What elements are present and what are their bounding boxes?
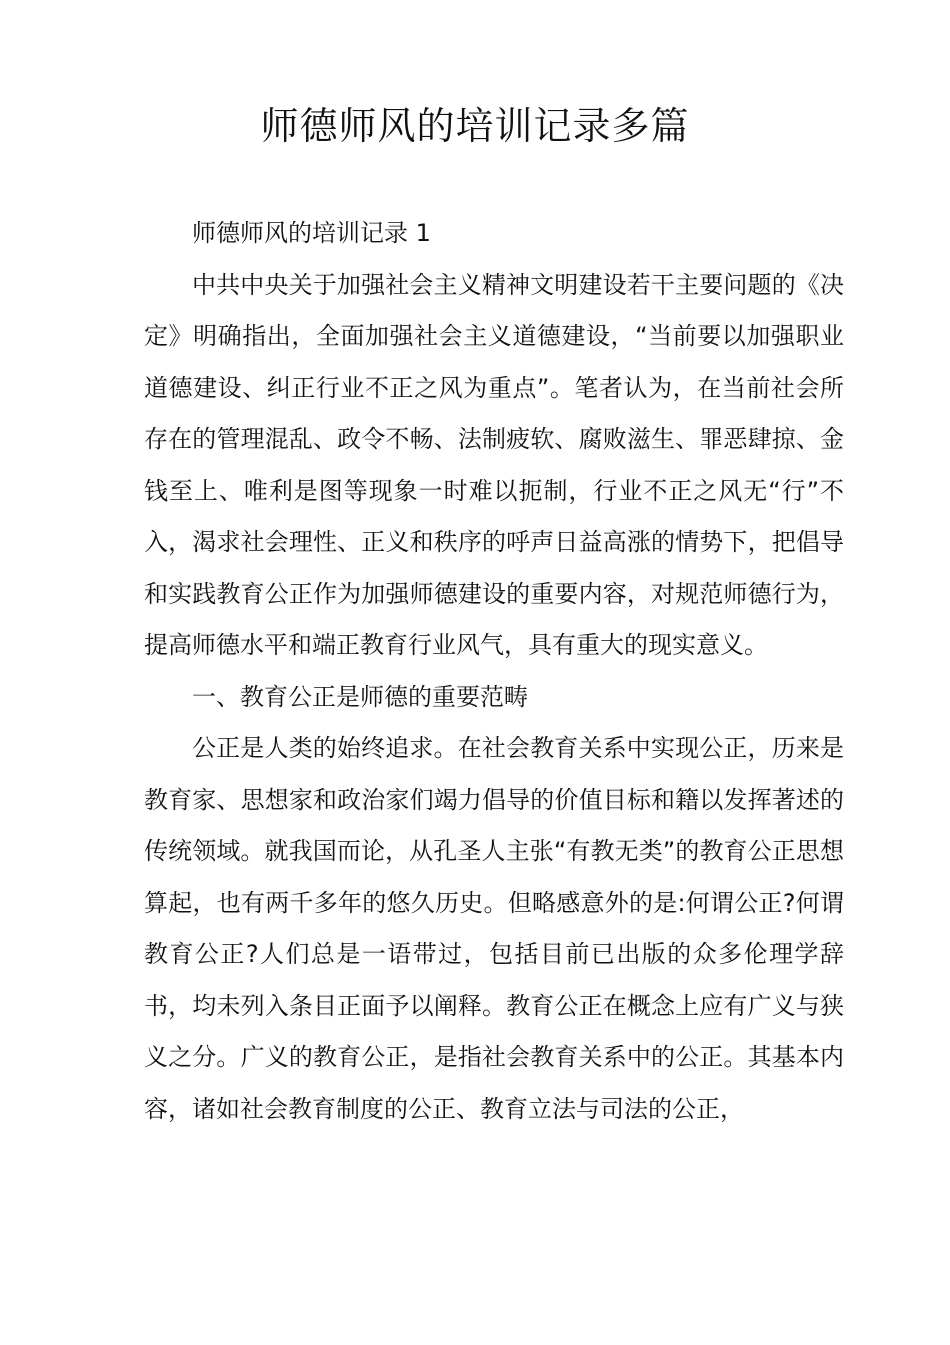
document-body bbox=[144, 208, 844, 1135]
section-heading: 师德师风的培训记录 1 bbox=[192, 219, 431, 247]
paragraph-1: 中共中央关于加强社会主义精神文明建设若干主要问题的《决定》明确指出，全面加强社会主义道德建设，“当前要以加强职业道德建设、纠正行业不正之风为重点”。笔者认为，在当前社会所存在的管理混乱、政令不畅、法制疲软、腐败滋生、罪恶肆掠、金钱至上、唯利是图等现象一时难以扼制，行业不正之风无“行”不入，渴求社会理性、正义和秩序的呼声日益高涨的情势下，把倡导和实践教育公正作为加强师德建设的重要内容，对规范师德行为，提高师德水平和端正教育行业风气，具有重大的现实意义。 bbox=[144, 270, 844, 659]
subheading-1: 一、教育公正是师德的重要范畴 bbox=[192, 682, 528, 711]
paragraph-2: 公正是人类的始终追求。在社会教育关系中实现公正，历来是教育家、思想家和政治家们竭力倡导的价值目标和籍以发挥著述的传统领域。就我国而论，从孔圣人主张“有教无类”的教育公正思想算起，也有两千多年的悠久历史。但略感意外的是:何谓公正?何谓教育公正?人们总是一语带过，包括目前已出版的众多伦理学辞书，均未列入条目正面予以阐释。教育公正在概念上应有广义与狭义之分。广义的教育公正，是指社会教育关系中的公正。其基本内容，诸如社会教育制度的公正、教育立法与司法的公正， bbox=[144, 734, 844, 1123]
document-title: 师德师风的培训记录多篇 bbox=[260, 104, 690, 148]
